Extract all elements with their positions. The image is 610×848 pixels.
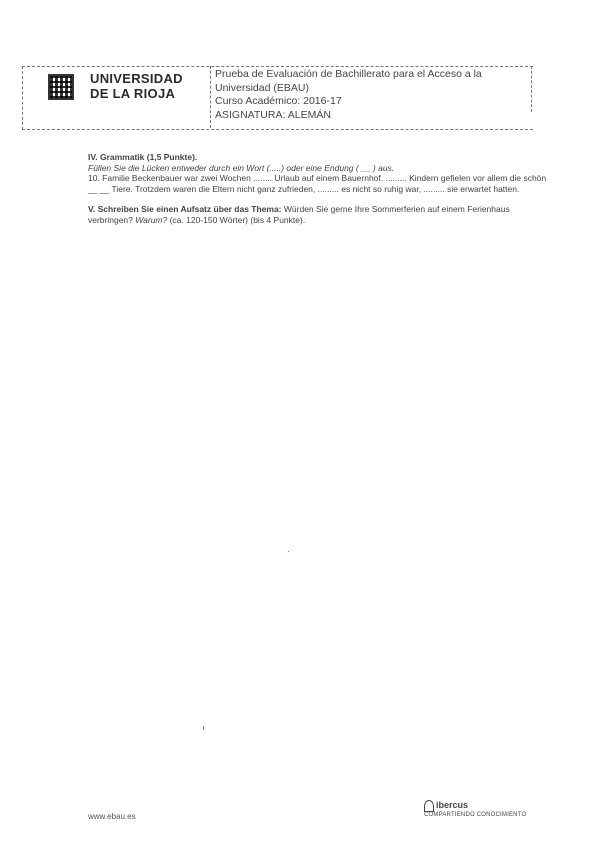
university-logo-icon	[48, 74, 74, 100]
exam-title-line-2: Universidad (EBAU)	[215, 81, 309, 94]
section-4-title: IV. Grammatik (1,5 Punkte).	[88, 152, 198, 162]
brand-logo-icon	[424, 800, 434, 812]
logo-line-2: DE LA RIOJA	[90, 86, 176, 101]
exam-title-line-1: Prueba de Evaluación de Bachillerato para el Acceso a la	[215, 68, 482, 80]
brand-name: ibercus	[436, 800, 469, 811]
logo-line-1: UNIVERSIDAD	[90, 71, 183, 86]
footer-url: www.ebau.es	[88, 812, 136, 821]
scan-artifact	[203, 726, 204, 730]
exam-content	[88, 152, 548, 225]
exam-info	[215, 68, 482, 122]
brand-tagline: COMPARTIENDO CONOCIMIENTO	[424, 812, 527, 818]
section-4-instruction: Füllen Sie die Lücken entweder durch ein Wort (.....) oder eine Endung ( __ ) aus.	[88, 162, 395, 173]
section-5-title: V. Schreiben Sie einen Aufsatz über das Thema:	[88, 204, 282, 214]
section-5-text-a: Würden Sie gerne Ihre Sommerferien auf einem Ferienhaus verbringen?	[88, 204, 510, 225]
academic-year: Curso Académico: 2016-17	[215, 95, 342, 107]
section-4-text: 10. Familie Beckenbauer war zwei Wochen ........ Urlaub auf einem Bauernhof. ......... Kindern gefielen vor allem die schön __ __ Tiere. Trotzdem waren die Eltern nicht ganz zufrieden, ......... es nicht so ruhig war, ......... sie erwartet hatten.	[88, 173, 547, 194]
scan-artifact	[288, 551, 289, 552]
section-5-paragraph	[88, 204, 548, 225]
footer-brand	[424, 800, 526, 818]
header-right-border	[531, 66, 532, 112]
header-divider	[210, 66, 211, 128]
university-logo	[90, 71, 183, 101]
section-5-text-b: Warum?	[135, 214, 168, 225]
section-5-text-c: (ca. 120-150 Wörter) (bis 4 Punkte).	[167, 214, 306, 225]
subject: ASIGNATURA: ALEMÁN	[215, 108, 331, 121]
